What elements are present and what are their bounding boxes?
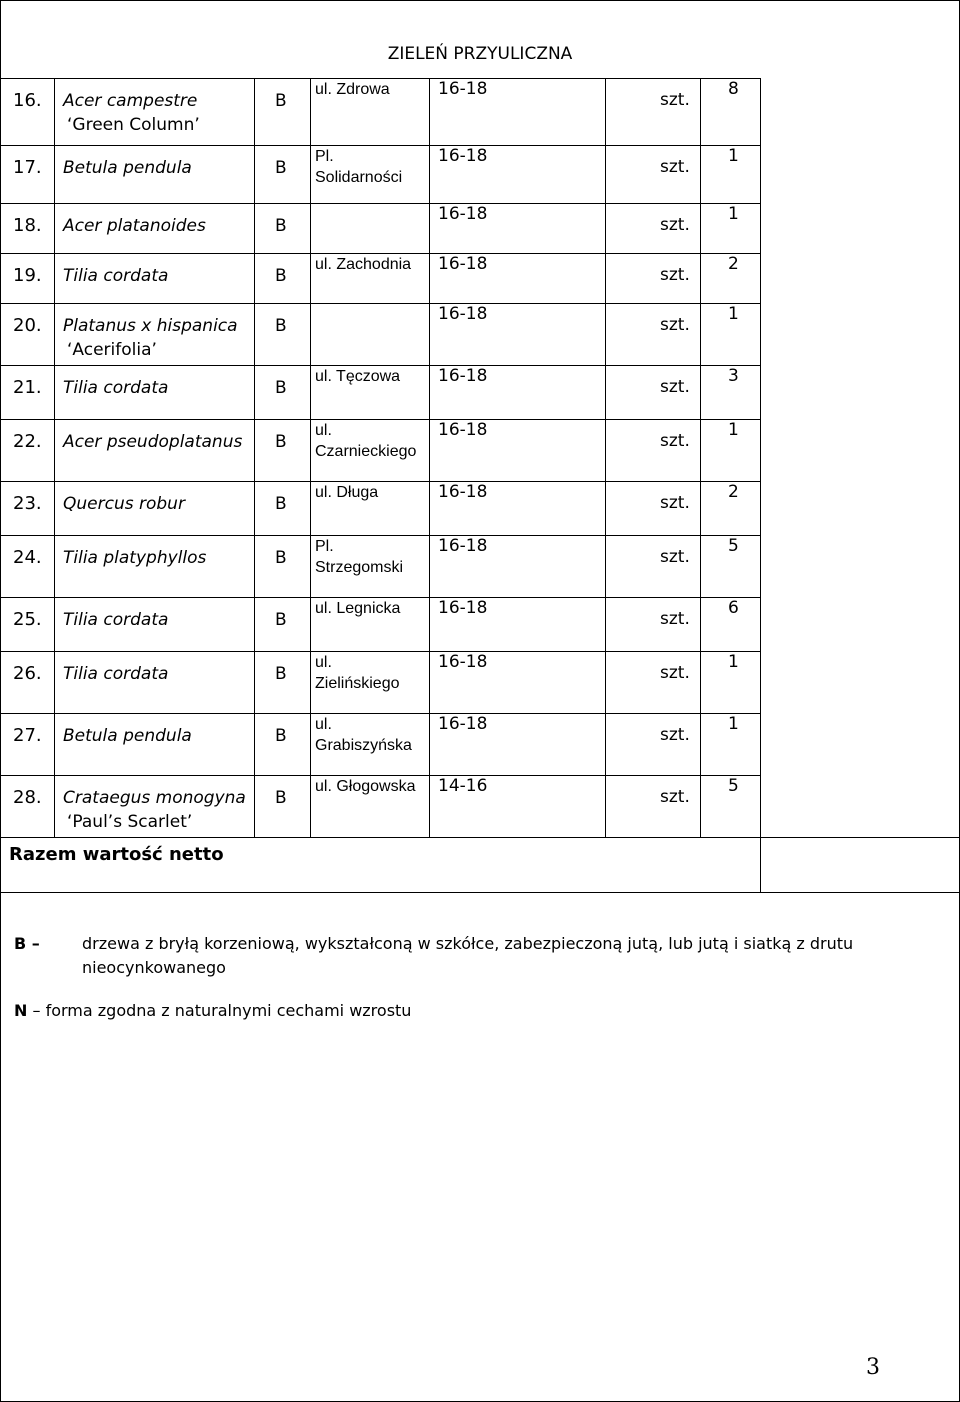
street-name: ul. Zielińskiego [311,652,430,714]
legend-n-key: N [14,1001,28,1020]
trunk-size: 16-18 [430,254,606,304]
table-row [1,146,960,204]
plant-table [0,78,960,893]
quantity: 5 [701,776,761,838]
root-ball-code: B [255,482,311,536]
street-name: ul. Czarnieckiego [311,420,430,482]
species-name [55,304,255,366]
species-name [55,652,255,714]
quantity: 1 [701,714,761,776]
root-ball-code: B [255,146,311,204]
root-ball-code: B [255,254,311,304]
quantity: 2 [701,254,761,304]
species-cultivar: ‘Green Column’ [67,115,200,135]
quantity: 1 [701,146,761,204]
unit: szt. [606,79,701,146]
row-number: 23. [1,482,55,536]
species-name [55,714,255,776]
species-latin: Betula pendula [63,726,192,746]
street-name: Pl. Strzegomski [311,536,430,598]
species-cultivar: ‘Paul’s Scarlet’ [67,812,193,832]
species-latin: Acer pseudoplatanus [63,432,243,452]
trunk-size: 16-18 [430,304,606,366]
unit: szt. [606,482,701,536]
row-number: 22. [1,420,55,482]
total-label: Razem wartość netto [1,838,761,893]
street-name: ul. Długa [311,482,430,536]
street-name [311,204,430,254]
unit: szt. [606,598,701,652]
table-row [1,304,960,366]
species-latin: Crataegus monogyna [63,788,246,808]
quantity: 1 [701,420,761,482]
unit: szt. [606,366,701,420]
trunk-size: 16-18 [430,79,606,146]
street-name: ul. Grabiszyńska [311,714,430,776]
street-name [311,304,430,366]
root-ball-code: B [255,79,311,146]
row-number: 24. [1,536,55,598]
trunk-size: 16-18 [430,482,606,536]
row-number: 27. [1,714,55,776]
quantity: 1 [701,304,761,366]
quantity: 6 [701,598,761,652]
trunk-size: 16-18 [430,366,606,420]
table-row [1,714,960,776]
root-ball-code: B [255,652,311,714]
species-latin: Platanus x hispanica [63,316,238,336]
quantity: 1 [701,204,761,254]
street-name: ul. Legnicka [311,598,430,652]
quantity: 3 [701,366,761,420]
quantity: 2 [701,482,761,536]
root-ball-code: B [255,204,311,254]
root-ball-code: B [255,598,311,652]
legend-n [14,999,411,1023]
trunk-size: 16-18 [430,146,606,204]
unit: szt. [606,536,701,598]
table-row [1,776,960,838]
street-name: Pl. Solidarności [311,146,430,204]
table-row [1,204,960,254]
table-row [1,598,960,652]
unit: szt. [606,254,701,304]
row-number: 21. [1,366,55,420]
legend-b-key: B – [14,934,40,953]
row-number: 20. [1,304,55,366]
species-latin: Acer platanoides [63,216,206,236]
legend-n-text: – forma zgodna z naturalnymi cechami wzrostu [32,1001,412,1020]
root-ball-code: B [255,536,311,598]
trunk-size: 14-16 [430,776,606,838]
row-number: 16. [1,79,55,146]
quantity: 1 [701,652,761,714]
species-name [55,776,255,838]
table-row [1,366,960,420]
unit: szt. [606,420,701,482]
quantity: 5 [701,536,761,598]
section-heading: ZIELEŃ PRZYULICZNA [387,44,573,64]
row-number: 26. [1,652,55,714]
species-name [55,79,255,146]
species-latin: Acer campestre [63,91,198,111]
species-latin: Tilia platyphyllos [63,548,207,568]
legend-b [14,932,914,980]
table-row [1,254,960,304]
trunk-size: 16-18 [430,652,606,714]
street-name: ul. Tęczowa [311,366,430,420]
trunk-size: 16-18 [430,598,606,652]
root-ball-code: B [255,776,311,838]
unit: szt. [606,204,701,254]
table-row [1,482,960,536]
species-name [55,536,255,598]
species-name [55,598,255,652]
root-ball-code: B [255,366,311,420]
legend-b-text: drzewa z bryłą korzeniową, wykształconą w szkółce, zabezpieczoną jutą, lub jutą i siatką z drutu nieocynkowanego [82,934,854,977]
root-ball-code: B [255,714,311,776]
table-row [1,420,960,482]
row-number: 28. [1,776,55,838]
species-latin: Tilia cordata [63,378,169,398]
species-latin: Betula pendula [63,158,192,178]
page-number: 3 [866,1355,880,1380]
species-name [55,366,255,420]
species-name [55,146,255,204]
street-name: ul. Zdrowa [311,79,430,146]
species-latin: Quercus robur [63,494,185,514]
unit: szt. [606,146,701,204]
unit: szt. [606,304,701,366]
table-row [1,652,960,714]
unit: szt. [606,776,701,838]
species-latin: Tilia cordata [63,610,169,630]
species-latin: Tilia cordata [63,664,169,684]
trunk-size: 16-18 [430,204,606,254]
root-ball-code: B [255,420,311,482]
species-name [55,420,255,482]
species-name [55,204,255,254]
total-value [761,838,960,893]
row-number: 25. [1,598,55,652]
quantity: 8 [701,79,761,146]
row-number: 18. [1,204,55,254]
trunk-size: 16-18 [430,420,606,482]
trunk-size: 16-18 [430,536,606,598]
root-ball-code: B [255,304,311,366]
unit: szt. [606,714,701,776]
row-number: 17. [1,146,55,204]
species-cultivar: ‘Acerifolia’ [67,340,157,360]
street-name: ul. Zachodnia [311,254,430,304]
species-name [55,254,255,304]
row-number: 19. [1,254,55,304]
unit: szt. [606,652,701,714]
table-row [1,79,960,146]
street-name: ul. Głogowska [311,776,430,838]
table-row [1,536,960,598]
species-name [55,482,255,536]
species-latin: Tilia cordata [63,266,169,286]
trunk-size: 16-18 [430,714,606,776]
